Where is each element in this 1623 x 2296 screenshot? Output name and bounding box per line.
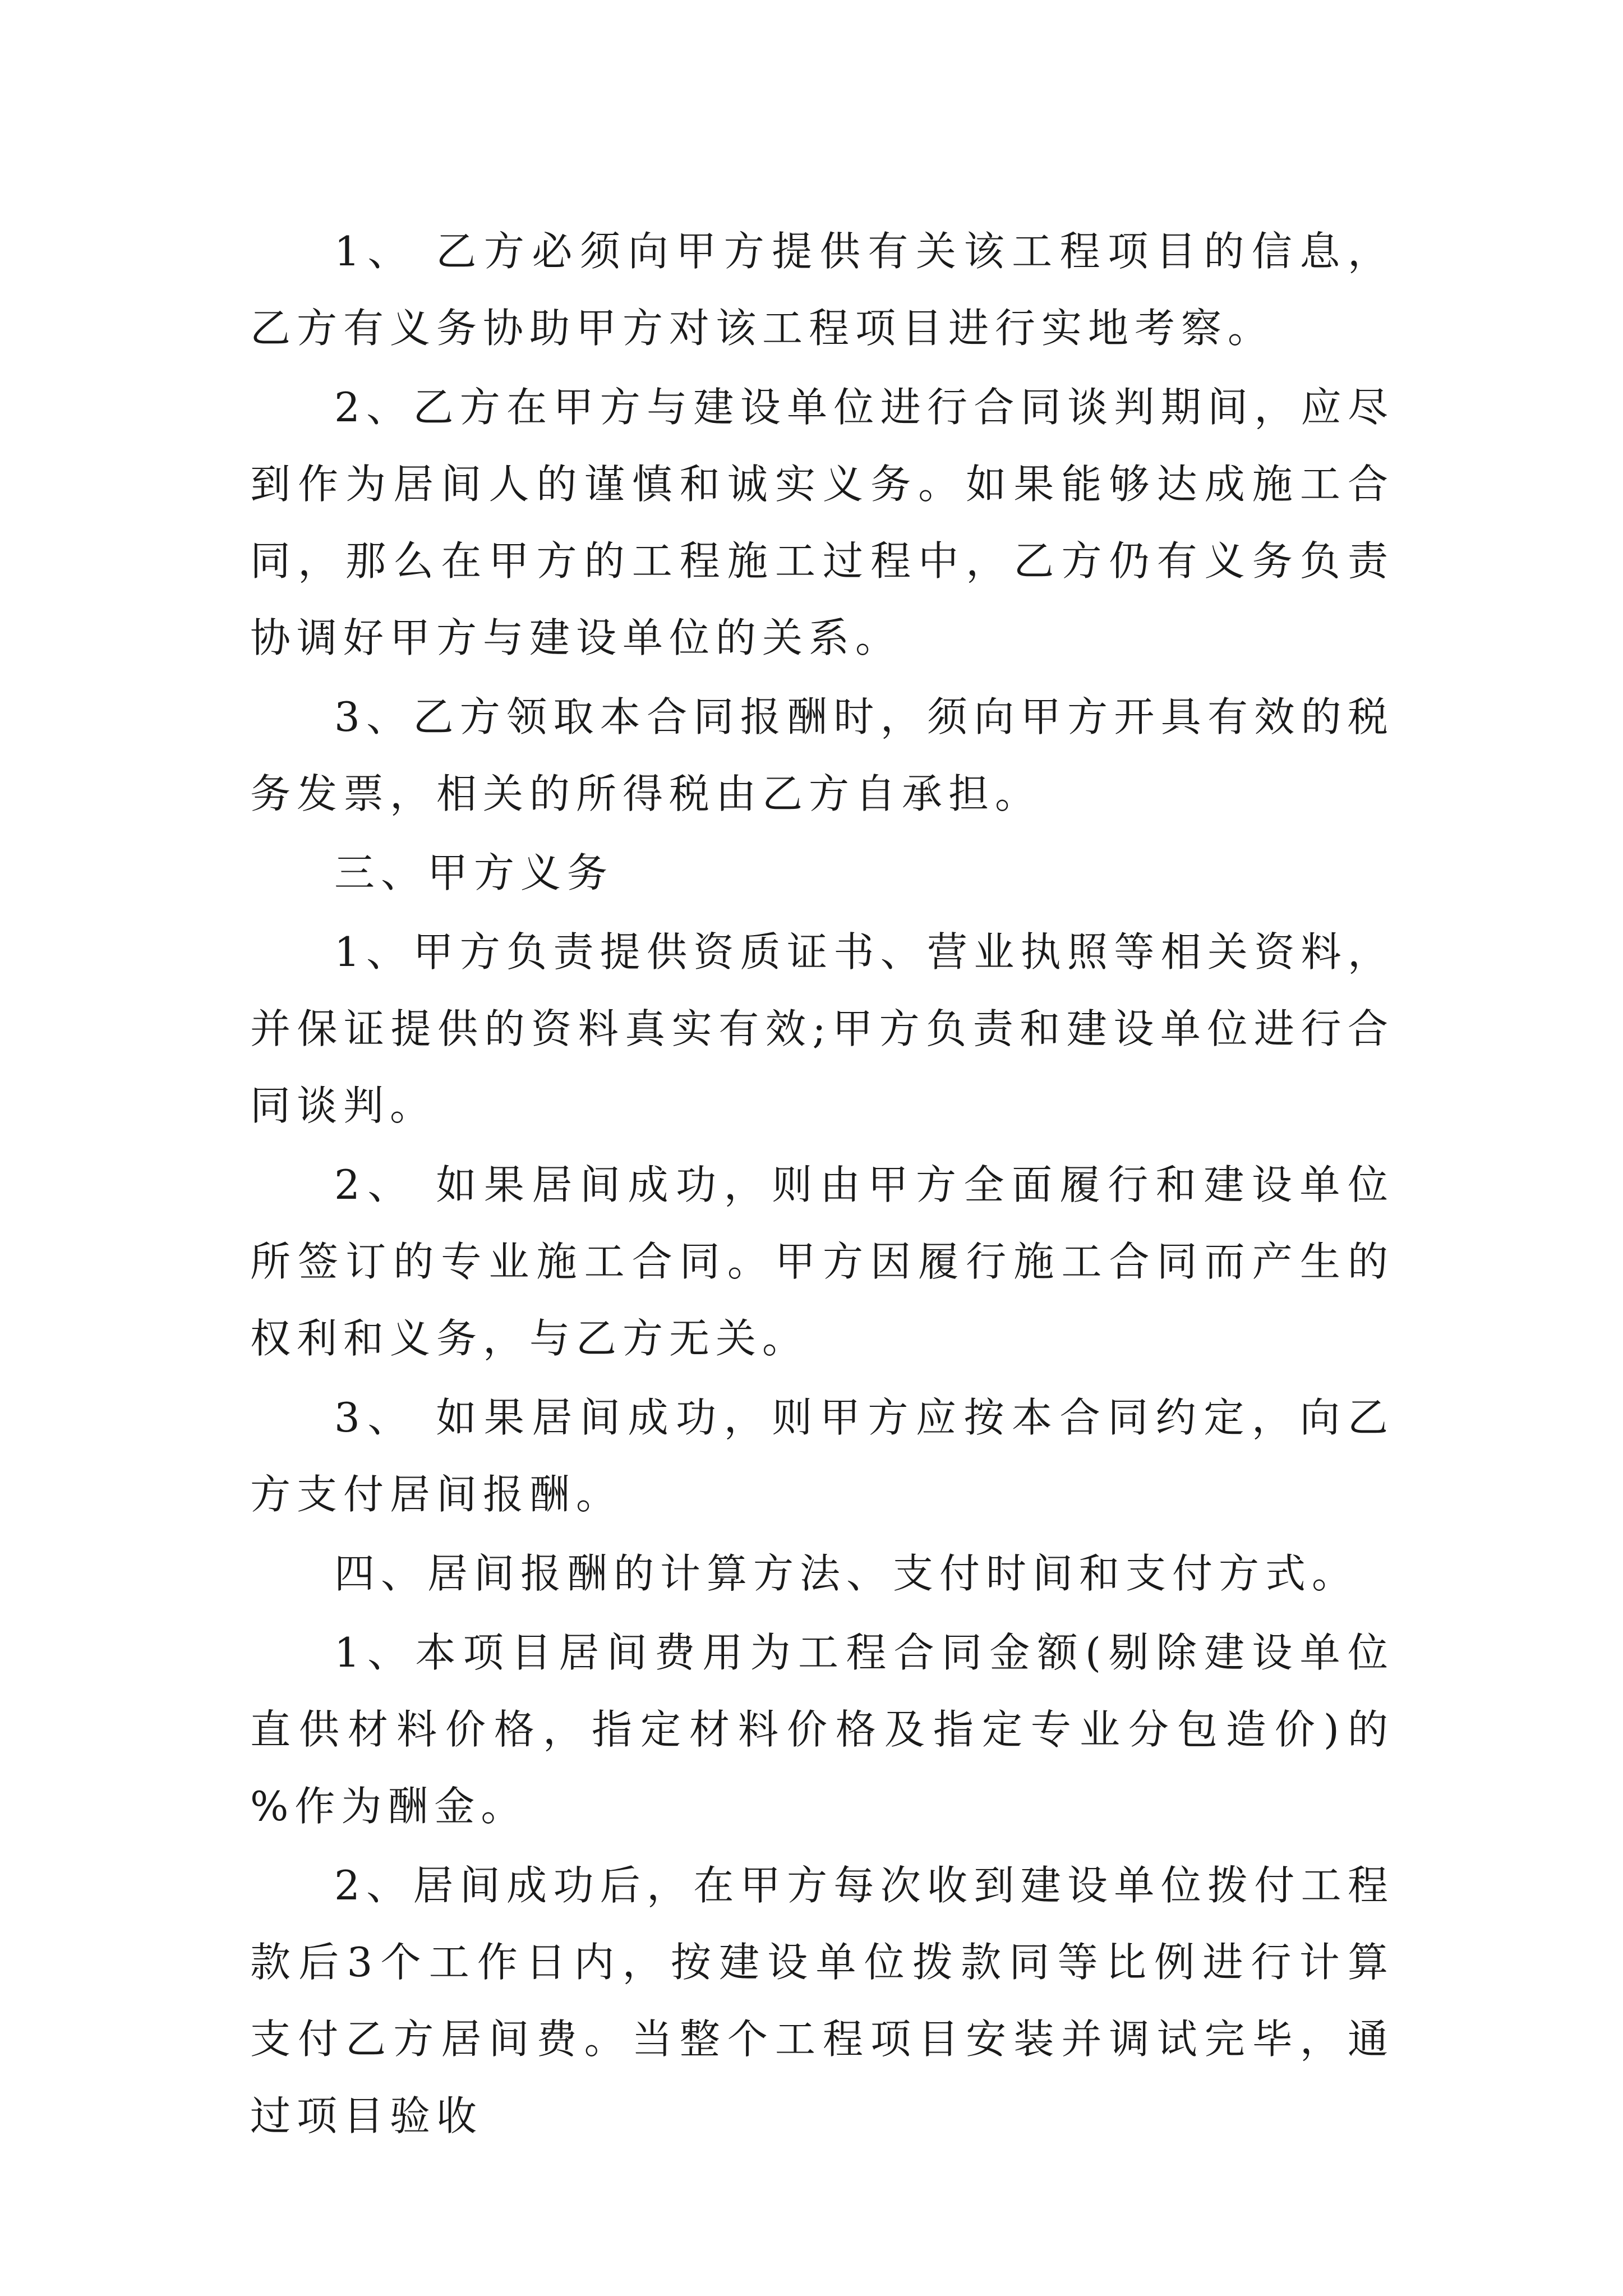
paragraph-yi-obligation-2: 2、乙方在甲方与建设单位进行合同谈判期间，应尽到作为居间人的谨慎和诚实义务。如果能够达成施工合同，那么在甲方的工程施工过程中，乙方仍有义务负责协调好甲方与建设单位的关系。 [250, 384, 1394, 661]
paragraph-yi-obligation-3: 3、乙方领取本合同报酬时，须向甲方开具有效的税务发票，相关的所得税由乙方自承担。 [250, 693, 1394, 817]
document-page [250, 213, 1394, 2157]
paragraph-jia-obligation-1: 1、甲方负责提供资质证书、营业执照等相关资料，并保证提供的资料真实有效;甲方负责和建设单位进行合同谈判。 [250, 928, 1394, 1129]
paragraph-yi-obligation-1: 1、 乙方必须向甲方提供有关该工程项目的信息，乙方有义务协助甲方对该工程项目进行实地考察。 [250, 228, 1394, 352]
paragraph-remuneration-2: 2、居间成功后，在甲方每次收到建设单位拨付工程款后3个工作日内，按建设单位拨款同等比例进行计算支付乙方居间费。当整个工程项目安装并调试完毕，通过项目验收 [250, 1862, 1394, 2139]
paragraph-jia-obligation-3: 3、 如果居间成功，则甲方应按本合同约定，向乙方支付居间报酬。 [250, 1394, 1394, 1518]
paragraph-remuneration-1: 1、本项目居间费用为工程合同金额(剔除建设单位直供材料价格，指定材料价格及指定专业分包造价)的 %作为酬金。 [250, 1629, 1394, 1830]
paragraph-jia-obligation-2: 2、 如果居间成功，则由甲方全面履行和建设单位所签订的专业施工合同。甲方因履行施工合同而产生的权利和义务，与乙方无关。 [250, 1161, 1394, 1362]
section-heading-remuneration: 四、居间报酬的计算方法、支付时间和支付方式。 [334, 1550, 1359, 1597]
section-heading-jia-obligations: 三、甲方义务 [334, 849, 614, 896]
